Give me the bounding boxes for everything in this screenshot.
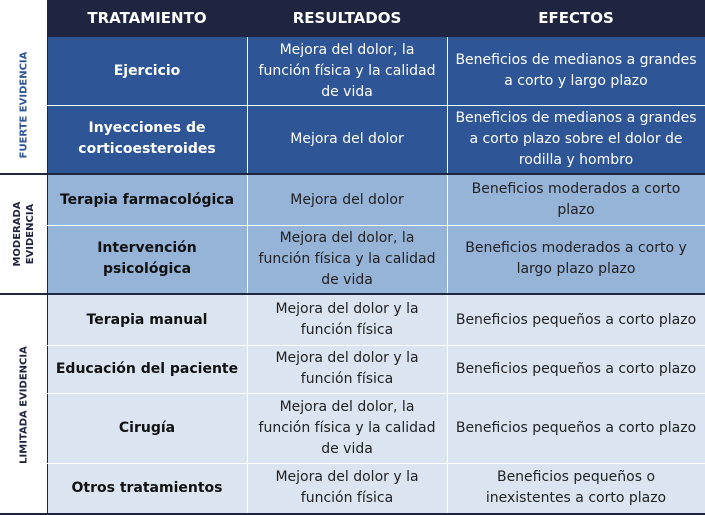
group-label-moderada-line2: EVIDENCIA	[24, 203, 36, 265]
table-row-1-efectos: Beneficios de medianos a grandes a corto y largo plazo	[447, 37, 705, 105]
table-row-3-resultados: Mejora del dolor	[247, 175, 447, 225]
column-divider	[47, 37, 48, 513]
table-row-4-efectos: Beneficios moderados a corto y largo plazo plazo	[447, 225, 705, 293]
column-divider	[447, 37, 448, 513]
header-corner	[0, 0, 47, 37]
table-row-5-resultados: Mejora del dolor y la función física	[247, 295, 447, 345]
table-row-2-tratamiento: Inyecciones de corticoesteroides	[47, 105, 247, 173]
table-row-8-tratamiento: Otros tratamientos	[47, 463, 247, 513]
table-row-2-efectos: Beneficios de medianos a grandes a corto plazo sobre el dolor de rodilla y hombro	[447, 105, 705, 173]
table-row-5-efectos: Beneficios pequeños a corto plazo	[447, 295, 705, 345]
row-divider	[47, 105, 705, 106]
table-row-8-efectos: Beneficios pequeños o inexistentes a corto plazo	[447, 463, 705, 513]
table-row-3-tratamiento: Terapia farmacológica	[47, 175, 247, 225]
group-label-moderada-line1: MODERADA	[11, 201, 23, 267]
header-tratamiento: TRATAMIENTO	[47, 0, 247, 37]
table-row-6-tratamiento: Educación del paciente	[47, 345, 247, 393]
group-divider	[0, 173, 705, 175]
row-divider	[47, 393, 705, 394]
table-row-7-resultados: Mejora del dolor, la función física y la calidad de vida	[247, 393, 447, 463]
table-row-1-resultados: Mejora del dolor, la función física y la calidad de vida	[247, 37, 447, 105]
table-row-1-tratamiento: Ejercicio	[47, 37, 247, 105]
table-row-7-efectos: Beneficios pequeños a corto plazo	[447, 393, 705, 463]
table-row-7-tratamiento: Cirugía	[47, 393, 247, 463]
table-row-4-tratamiento: Intervención psicológica	[47, 225, 247, 293]
row-divider	[47, 225, 705, 226]
table-row-3-efectos: Beneficios moderados a corto plazo	[447, 175, 705, 225]
header-efectos: EFECTOS	[447, 0, 705, 37]
column-divider	[247, 37, 248, 513]
group-label-limitada	[0, 295, 47, 515]
table-row-2-resultados: Mejora del dolor	[247, 105, 447, 173]
group-label-moderada	[0, 175, 47, 293]
table-row-8-resultados: Mejora del dolor y la función física	[247, 463, 447, 513]
group-label-moderada-text	[11, 201, 37, 266]
row-divider	[47, 345, 705, 346]
group-divider	[0, 293, 705, 295]
table-row-5-tratamiento: Terapia manual	[47, 295, 247, 345]
table-row-6-resultados: Mejora del dolor y la función física	[247, 345, 447, 393]
table-row-6-efectos: Beneficios pequeños a corto plazo	[447, 345, 705, 393]
row-divider	[47, 463, 705, 464]
table-row-4-resultados: Mejora del dolor, la función física y la calidad de vida	[247, 225, 447, 293]
header-resultados: RESULTADOS	[247, 0, 447, 37]
group-label-fuerte	[0, 37, 47, 173]
group-label-fuerte-text: FUERTE EVIDENCIA	[18, 51, 29, 159]
group-label-limitada-text: LIMITADA EVIDENCIA	[18, 346, 29, 464]
